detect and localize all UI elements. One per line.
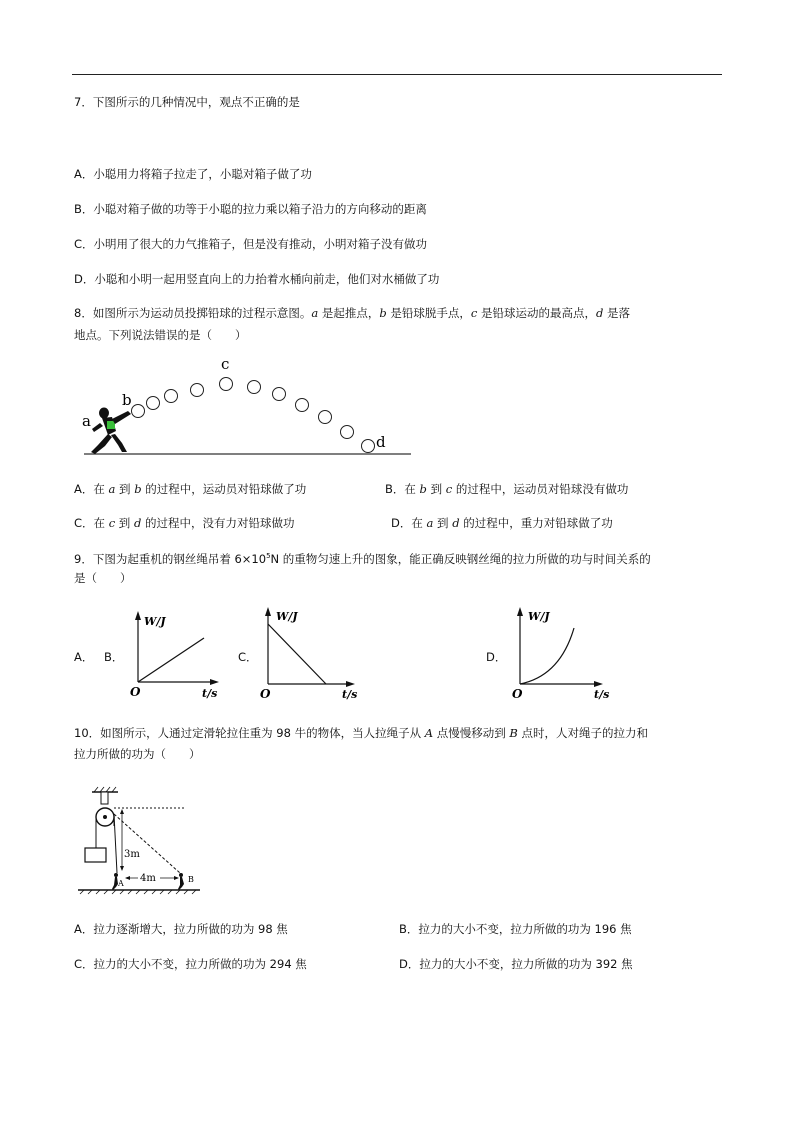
graph-b-origin: O bbox=[130, 685, 141, 699]
graph-c bbox=[258, 604, 368, 700]
label-b: b bbox=[122, 391, 132, 409]
graph-c-origin: O bbox=[260, 687, 271, 700]
graph-c-x-label: t/s bbox=[342, 688, 358, 700]
q8-stem-line2: 地点。下列说法错误的是（ ） bbox=[74, 328, 247, 342]
label-3m: 3m bbox=[124, 849, 140, 860]
q7-stem: 7．下图所示的几种情况中，观点不正确的是 bbox=[74, 95, 300, 109]
label-A: A bbox=[118, 879, 124, 888]
graph-d-origin: O bbox=[512, 687, 523, 700]
shot-ball bbox=[341, 426, 354, 439]
q8-stem-line1: 8．如图所示为运动员投掷铅球的过程示意图。a 是起推点，b 是铅球脱手点，c 是铅球运动的最高点，d 是落 bbox=[74, 306, 631, 320]
q8-option-b: B．在 b 到 c 的过程中，运动员对铅球没有做功 bbox=[385, 482, 629, 496]
q8-option-d: D．在 a 到 d 的过程中，重力对铅球做了功 bbox=[391, 516, 613, 530]
header-rule bbox=[72, 74, 722, 75]
shot-ball bbox=[319, 411, 332, 424]
label-B: B bbox=[188, 875, 194, 884]
q9-option-a-label: A． bbox=[74, 650, 94, 664]
athlete-icon bbox=[91, 408, 131, 455]
graph-b-line bbox=[138, 638, 204, 682]
shot-ball bbox=[147, 397, 160, 410]
shot-ball bbox=[248, 381, 261, 394]
q7-option-d: D．小聪和小明一起用竖直向上的力抬着水桶向前走，他们对水桶做了功 bbox=[74, 272, 440, 286]
graph-b bbox=[128, 608, 228, 700]
q7-option-b: B．小聪对箱子做的功等于小聪的拉力乘以箱子沿力的方向移动的距离 bbox=[74, 202, 427, 216]
q9-stem-line1: 9．下图为起重机的钢丝绳吊着 $6\times 10^5N$ 的重物匀速上升的图象，能正确反映钢丝绳的拉力所做的功与时间关系的 bbox=[74, 551, 651, 566]
graph-d-curve bbox=[520, 628, 574, 684]
graph-d bbox=[508, 604, 618, 700]
q10-option-d: D．拉力的大小不变，拉力所做的功为 392 焦 bbox=[399, 957, 633, 971]
q8-option-a: A．在 a 到 b 的过程中，运动员对铅球做了功 bbox=[74, 482, 307, 496]
shot-ball-highest bbox=[220, 378, 233, 391]
label-a: a bbox=[82, 412, 91, 430]
q10-stem-line2: 拉力所做的功为（ ） bbox=[74, 747, 201, 761]
pulley-figure bbox=[74, 786, 204, 896]
shot-put-figure bbox=[78, 355, 418, 460]
graph-d-y-label: W/J bbox=[528, 610, 550, 623]
graph-b-x-label: t/s bbox=[202, 687, 218, 700]
shot-ball bbox=[165, 390, 178, 403]
q7-option-a: A．小聪用力将箱子拉走了，小聪对箱子做了功 bbox=[74, 167, 312, 181]
q9-option-d-label: D． bbox=[486, 650, 507, 664]
shot-ball bbox=[132, 405, 145, 418]
hanging-weight bbox=[85, 848, 106, 862]
graph-c-y-label: W/J bbox=[276, 610, 298, 623]
label-c: c bbox=[221, 355, 230, 373]
shot-ball bbox=[191, 384, 204, 397]
q10-option-a: A．拉力逐渐增大，拉力所做的功为 98 焦 bbox=[74, 922, 288, 936]
shot-ball bbox=[273, 388, 286, 401]
graph-d-x-label: t/s bbox=[594, 688, 610, 700]
graph-b-y-label: W/J bbox=[144, 615, 166, 628]
q9-option-b-label: B． bbox=[104, 650, 124, 664]
q7-option-c: C．小明用了很大的力气推箱子，但是没有推动，小明对箱子没有做功 bbox=[74, 237, 428, 251]
q8-option-c: C．在 c 到 d 的过程中，没有力对铅球做功 bbox=[74, 516, 295, 530]
q10-option-b: B．拉力的大小不变，拉力所做的功为 196 焦 bbox=[399, 922, 632, 936]
graph-c-line bbox=[268, 624, 326, 684]
shot-ball-landing bbox=[362, 440, 375, 453]
person-b-icon bbox=[178, 873, 184, 890]
q10-stem-line1: 10．如图所示，人通过定滑轮拉住重为 98 牛的物体，当人拉绳子从 A 点慢慢移动到 B 点时，人对绳子的拉力和 bbox=[74, 726, 648, 740]
q9-option-c-label: C． bbox=[238, 650, 258, 664]
shot-ball bbox=[296, 399, 309, 412]
q9-stem-line2: 是（ ） bbox=[74, 571, 132, 585]
q10-option-c: C．拉力的大小不变，拉力所做的功为 294 焦 bbox=[74, 957, 307, 971]
label-4m: 4m bbox=[140, 873, 156, 884]
label-d: d bbox=[376, 433, 386, 451]
